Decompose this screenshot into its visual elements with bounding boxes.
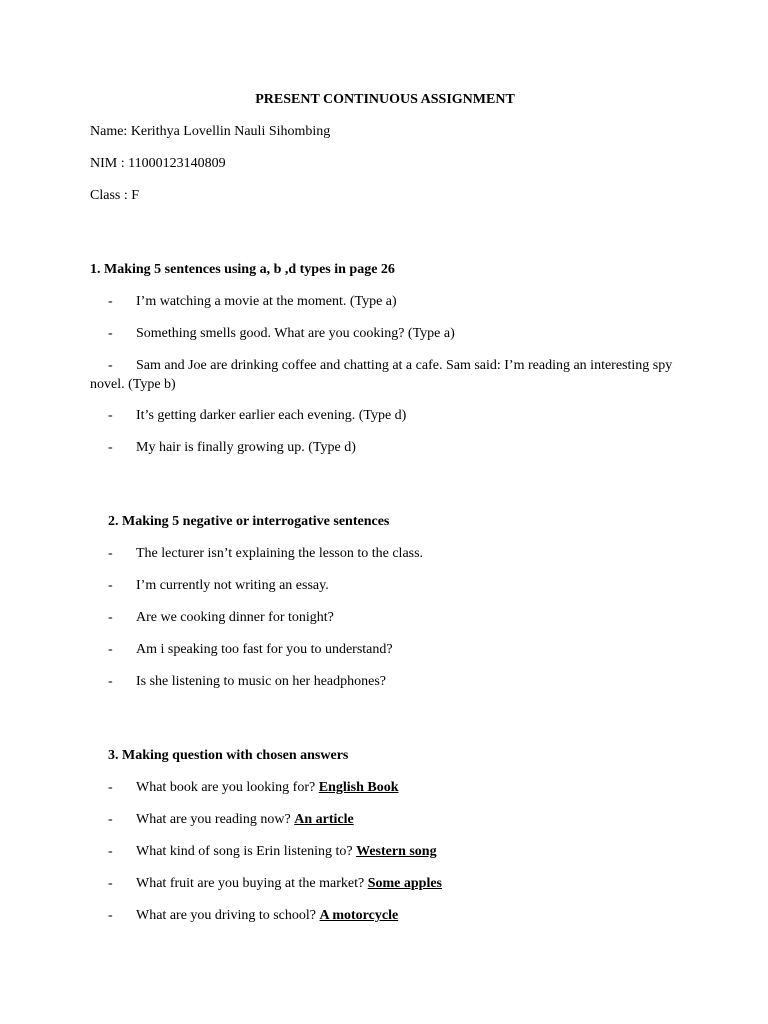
- list-item: [90, 544, 680, 564]
- section-2-heading: 2. Making 5 negative or interrogative sentences: [108, 514, 390, 529]
- list-item: [90, 438, 680, 458]
- bullet-dash: -: [108, 578, 113, 593]
- bullet-dash: -: [108, 908, 113, 923]
- question-text: What fruit are you buying at the market?: [136, 876, 368, 891]
- section-1-list: [90, 292, 680, 458]
- spacer: [90, 704, 680, 734]
- section-3-list: [90, 778, 680, 926]
- section-1-heading: 1. Making 5 sentences using a, b ,d types in page 26: [90, 262, 395, 277]
- bullet-dash: -: [108, 546, 113, 561]
- bullet-dash: -: [108, 674, 113, 689]
- sentence-text: My hair is finally growing up. (Type d): [136, 440, 356, 455]
- spacer: [90, 218, 680, 248]
- list-item: [90, 778, 680, 798]
- bullet-dash: -: [108, 610, 113, 625]
- list-item: [90, 324, 680, 344]
- answer-text: Western song: [356, 844, 437, 859]
- question-text: What are you driving to school?: [136, 908, 320, 923]
- list-item: [90, 608, 680, 628]
- document-title: PRESENT CONTINUOUS ASSIGNMENT: [255, 92, 515, 107]
- sentence-text: The lecturer isn’t explaining the lesson to the class.: [136, 546, 424, 561]
- sentence-text: Is she listening to music on her headphones?: [136, 674, 387, 689]
- bullet-dash: -: [108, 844, 113, 859]
- sentence-text: Am i speaking too fast for you to understand?: [136, 642, 393, 657]
- list-item: [90, 672, 680, 692]
- bullet-dash: -: [108, 440, 113, 455]
- answer-text: English Book: [318, 780, 399, 795]
- list-item: [90, 842, 680, 862]
- list-item: [90, 406, 680, 426]
- section-3-heading: 3. Making question with chosen answers: [108, 748, 349, 763]
- bullet-dash: -: [108, 642, 113, 657]
- section-2-list: [90, 544, 680, 692]
- list-item: [90, 810, 680, 830]
- sentence-text: Are we cooking dinner for tonight?: [136, 610, 334, 625]
- student-class: Class : F: [90, 188, 140, 203]
- student-name: Name: Kerithya Lovellin Nauli Sihombing: [90, 124, 331, 139]
- list-item: [90, 640, 680, 660]
- answer-text: An article: [294, 812, 354, 827]
- bullet-dash: -: [108, 326, 113, 341]
- sentence-text: I’m currently not writing an essay.: [136, 578, 329, 593]
- sentence-text: Something smells good. What are you cooking? (Type a): [136, 326, 455, 341]
- list-item: [90, 576, 680, 596]
- question-text: What kind of song is Erin listening to?: [136, 844, 357, 859]
- list-item: [90, 874, 680, 894]
- answer-text: Some apples: [367, 876, 442, 891]
- list-item: [90, 292, 680, 312]
- student-nim: NIM : 11000123140809: [90, 156, 226, 171]
- sentence-text: I’m watching a movie at the moment. (Type a): [136, 294, 397, 309]
- list-item: [90, 906, 680, 926]
- answer-text: A motorcycle: [319, 908, 399, 923]
- sentence-text: It’s getting darker earlier each evening. (Type d): [136, 408, 407, 423]
- question-text: What book are you looking for?: [136, 780, 319, 795]
- bullet-dash: -: [108, 294, 113, 309]
- sentence-text: Sam and Joe are drinking coffee and chatting at a cafe. Sam said: I’m reading an interesting spy novel. (Type b): [90, 358, 673, 392]
- bullet-dash: -: [108, 876, 113, 891]
- bullet-dash: -: [108, 812, 113, 827]
- bullet-dash: -: [108, 358, 113, 373]
- bullet-dash: -: [108, 780, 113, 795]
- bullet-dash: -: [108, 408, 113, 423]
- question-text: What are you reading now?: [136, 812, 295, 827]
- spacer: [90, 470, 680, 500]
- list-item: [90, 356, 680, 394]
